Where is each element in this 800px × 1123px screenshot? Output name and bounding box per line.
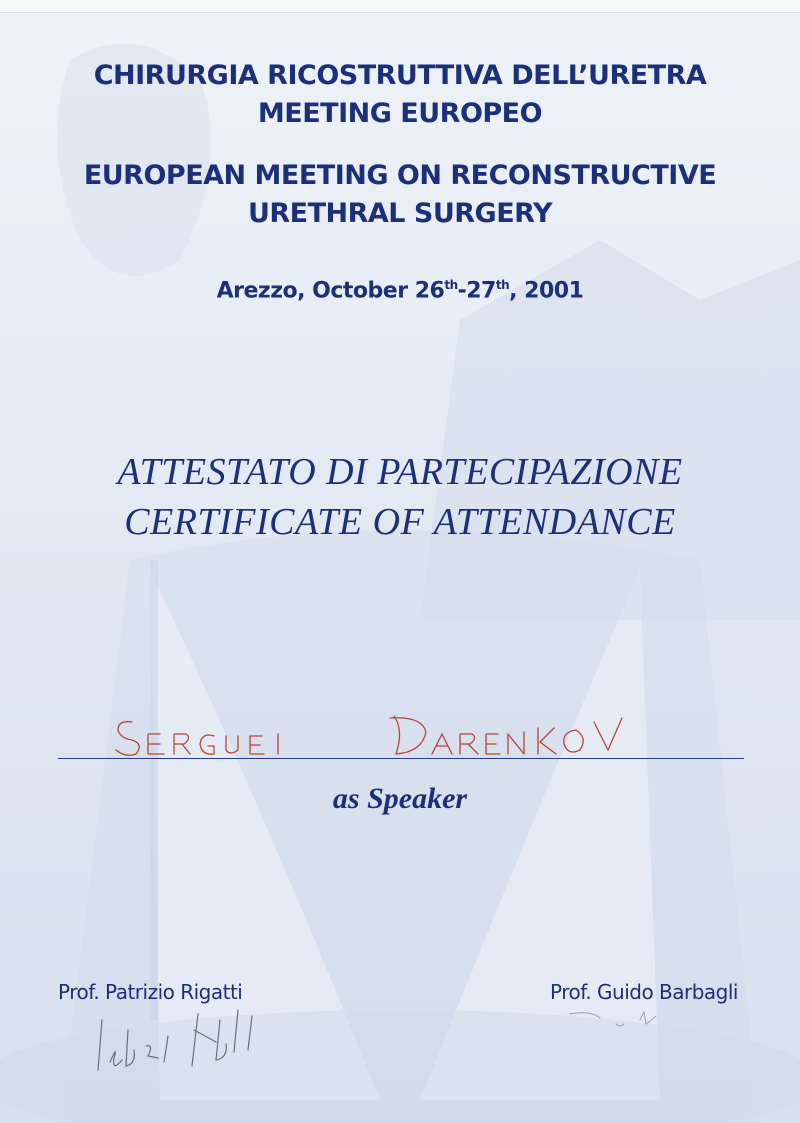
event-date-suffix: , 2001	[509, 278, 584, 304]
event-date-prefix: Arezzo, October 26	[216, 278, 445, 304]
title-english-line1: EUROPEAN MEETING ON RECONSTRUCTIVE	[83, 160, 717, 191]
title-italian-line1: CHIRURGIA RICOSTRUTTIVA DELL’URETRA	[93, 60, 707, 91]
signatory-right-name: Prof. Guido Barbagli	[549, 980, 738, 1004]
title-english-line2: URETHRAL SURGERY	[247, 198, 553, 229]
title-italian-line2: MEETING EUROPEO	[257, 98, 543, 129]
event-date-sup2: th	[495, 278, 510, 292]
certificate-heading-english: CERTIFICATE OF ATTENDANCE	[124, 501, 676, 543]
recipient-handwritten-name	[110, 708, 650, 758]
event-date-dash: -27	[457, 278, 496, 304]
participation-role: as Speaker	[332, 782, 468, 815]
event-date-sup1: th	[444, 278, 458, 292]
recipient-name-line	[58, 758, 744, 759]
signature-left	[88, 1000, 278, 1080]
certificate-heading-italian: ATTESTATO DI PARTECIPAZIONE	[117, 451, 683, 493]
signature-right	[560, 990, 680, 1040]
signatory-left-name: Prof. Patrizio Rigatti	[58, 980, 243, 1004]
event-date	[0, 278, 800, 303]
